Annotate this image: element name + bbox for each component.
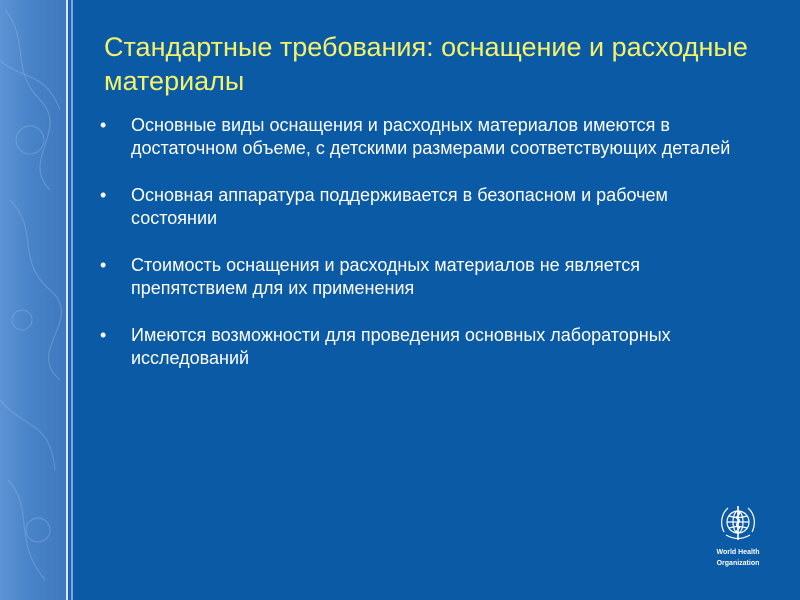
bullet-marker: • [100,115,107,135]
floral-pattern-decoration [0,0,66,600]
bullet-text: Основные виды оснащения и расходных материалов имеются в достаточном объеме, с детскими размерами соответствующих деталей [131,115,731,158]
bullet-item [100,324,740,370]
bullet-text: Имеются возможности для проведения основных лабораторных исследований [131,325,671,368]
bullet-item [100,184,740,230]
slide-title: Стандартные требования: оснащение и расходные материалы [104,32,748,96]
who-emblem-icon [716,502,760,546]
who-logo-line2: Organization [716,560,760,567]
bullet-marker: • [100,255,107,275]
bullet-marker: • [100,185,107,205]
who-logo [710,502,766,574]
bullet-item [100,254,740,300]
bullet-list [100,114,740,394]
bullet-item [100,114,740,160]
who-logo-line1: World Health [716,549,760,556]
divider-line [71,0,73,600]
bullet-marker: • [100,325,107,345]
bullet-text: Стоимость оснащения и расходных материалов не является препятствием для их применения [131,255,641,298]
bullet-text: Основная аппаратура поддерживается в безопасном и рабочем состоянии [131,185,668,228]
decorative-side-panel [0,0,66,600]
